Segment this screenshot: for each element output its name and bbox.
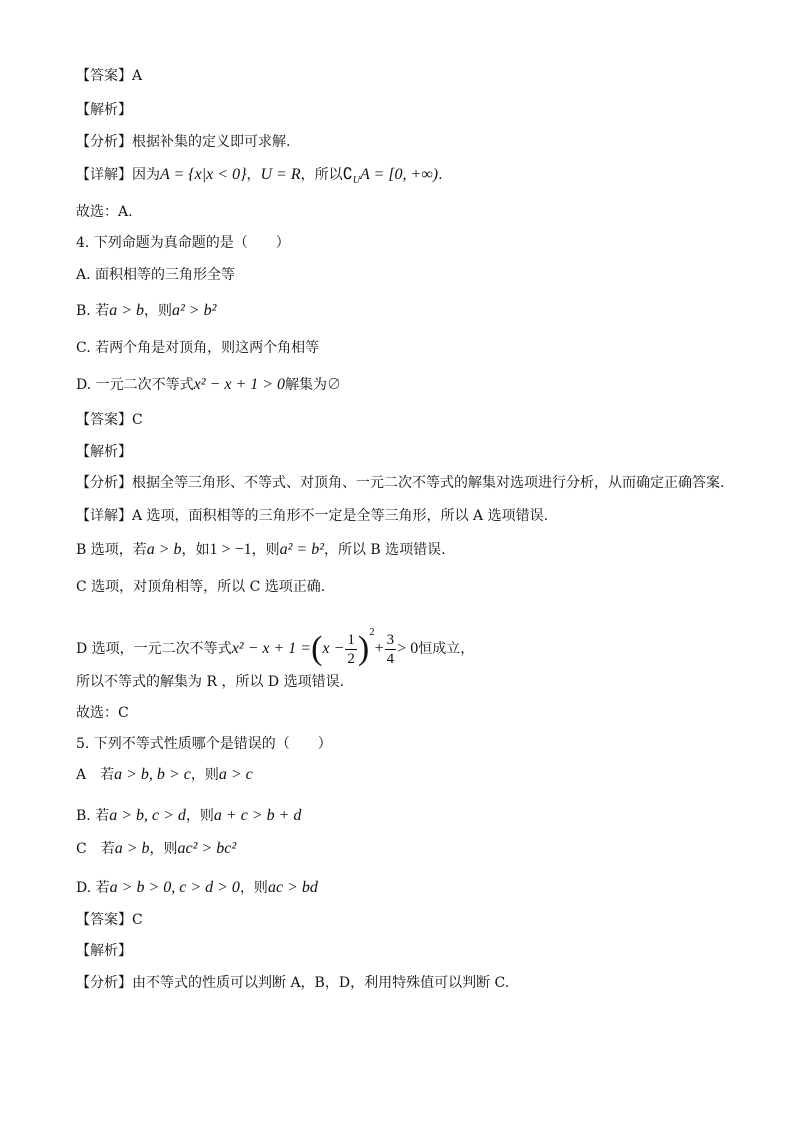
q4-option-a: A. 面积相等的三角形全等 <box>76 267 236 283</box>
q5-c-mid: ，则 <box>149 841 178 857</box>
q4-dd-lhs: x² − x + 1 = <box>231 640 312 657</box>
q4-b-res: a² > b² <box>172 302 217 319</box>
q3-answer: 【答案】A <box>76 68 143 84</box>
q4-dd-pre: D 选项，一元二次不等式 <box>76 641 232 657</box>
q4-d-expr: x² − x + 1 > 0 <box>193 376 286 393</box>
q3-end: . <box>438 167 443 183</box>
q5-b-res: a + c > b + d <box>213 807 302 824</box>
q5-a-mid: ，则 <box>190 767 219 783</box>
q5-option-d <box>76 878 318 898</box>
q4-b-pre: B. 若 <box>76 303 110 319</box>
q3-choose: 故选：A. <box>76 204 133 220</box>
q4-jiexi: 【解析】 <box>76 444 132 460</box>
q4-d-post: 解集为∅ <box>285 377 342 393</box>
q5-b-pre: B. 若 <box>76 808 110 824</box>
q4-db-post: ，所以 B 选项错误. <box>323 542 446 558</box>
q3-detail <box>76 165 443 191</box>
q5-c-cond: a > b <box>114 840 150 857</box>
q5-option-a <box>76 765 253 785</box>
q5-jiexi: 【解析】 <box>76 943 132 959</box>
q4-detail-d <box>76 612 474 669</box>
q4-analysis: 【分析】根据全等三角形、不等式、对顶角、一元二次不等式的解集对选项进行分析，从而确定正确答案. <box>76 475 725 491</box>
q4-dd-plus: + <box>374 640 384 657</box>
q4-b-cond: a > b <box>109 302 144 319</box>
q4-db-mid: ，如 <box>181 542 210 558</box>
q5-a-res: a > c <box>218 766 253 783</box>
left-paren-icon: ( <box>311 630 323 667</box>
q5-d-pre: D. 若 <box>76 880 110 896</box>
q3-analysis: 【分析】根据补集的定义即可求解. <box>76 134 291 150</box>
q4-detail-d2: 所以不等式的解集为 R ，所以 D 选项错误. <box>76 674 345 690</box>
q3-set-u: U = R <box>260 166 301 183</box>
right-paren-icon: ) <box>357 630 370 667</box>
q4-choose: 故选：C <box>76 705 129 721</box>
q5-c-pre: C 若 <box>76 841 115 857</box>
frac-num: 1 <box>347 631 355 648</box>
q4-db-pre: B 选项，若 <box>76 542 147 558</box>
q5-stem: 5. 下列不等式性质哪个是错误的（ ） <box>76 736 332 752</box>
q4-dd-x: x − <box>322 640 345 657</box>
frac-den: 4 <box>386 650 395 667</box>
q4-stem: 4. 下列命题为真命题的是（ ） <box>76 235 290 251</box>
q4-answer: 【答案】C <box>76 412 143 428</box>
q4-db-cond: a > b <box>146 541 182 558</box>
q5-answer: 【答案】C <box>76 912 143 928</box>
q3-detail-label: 【详解】因为 <box>76 167 160 183</box>
q3-sep: ， <box>246 167 261 183</box>
q3-jiexi: 【解析】 <box>76 102 132 118</box>
q4-dd-post: 恒成立， <box>418 641 475 657</box>
q5-c-res: ac² > bc² <box>177 840 237 857</box>
q5-a-pre: A 若 <box>76 767 115 783</box>
q4-b-mid: ，则 <box>144 303 172 319</box>
q5-d-cond: a > b > 0, c > d > 0 <box>109 879 240 896</box>
q3-result: A = [0, +∞) <box>360 166 439 183</box>
complement-icon: $∁_U$ <box>342 166 361 187</box>
q4-detail-b <box>76 540 446 560</box>
q4-db-then: ，则 <box>251 542 280 558</box>
fraction-three-quarters <box>385 631 397 668</box>
q5-analysis: 【分析】由不等式的性质可以判断 A，B，D，利用特殊值可以判断 C. <box>76 975 510 991</box>
q3-set-a: A = {x|x < 0} <box>160 166 247 183</box>
q5-option-b <box>76 806 301 826</box>
q4-detail-c: C 选项，对顶角相等，所以 C 选项正确. <box>76 579 326 595</box>
q4-detail-a: 【详解】A 选项，面积相等的三角形不一定是全等三角形，所以 A 选项错误. <box>76 508 549 524</box>
q5-b-cond: a > b, c > d <box>109 807 186 824</box>
q4-option-d <box>76 375 341 395</box>
q5-d-mid: ，则 <box>239 880 268 896</box>
q5-option-c <box>76 839 236 859</box>
q5-b-mid: ，则 <box>185 808 214 824</box>
q4-db-res: a² = b² <box>279 541 324 558</box>
q4-option-b <box>76 301 216 321</box>
q4-dd-gt: > 0 <box>397 640 419 657</box>
fraction-one-half <box>345 631 357 668</box>
q4-option-c: C. 若两个角是对顶角，则这两个角相等 <box>76 340 320 356</box>
frac-num: 3 <box>386 631 395 648</box>
q4-d-pre: D. 一元二次不等式 <box>76 377 194 393</box>
q3-so: ，所以 <box>300 167 343 183</box>
frac-den: 2 <box>347 650 355 667</box>
q5-d-res: ac > bd <box>267 879 318 896</box>
q5-a-cond: a > b, b > c <box>114 766 191 783</box>
q4-db-ex: 1 > −1 <box>209 541 252 558</box>
q4-dd-square: 2 <box>369 626 375 638</box>
